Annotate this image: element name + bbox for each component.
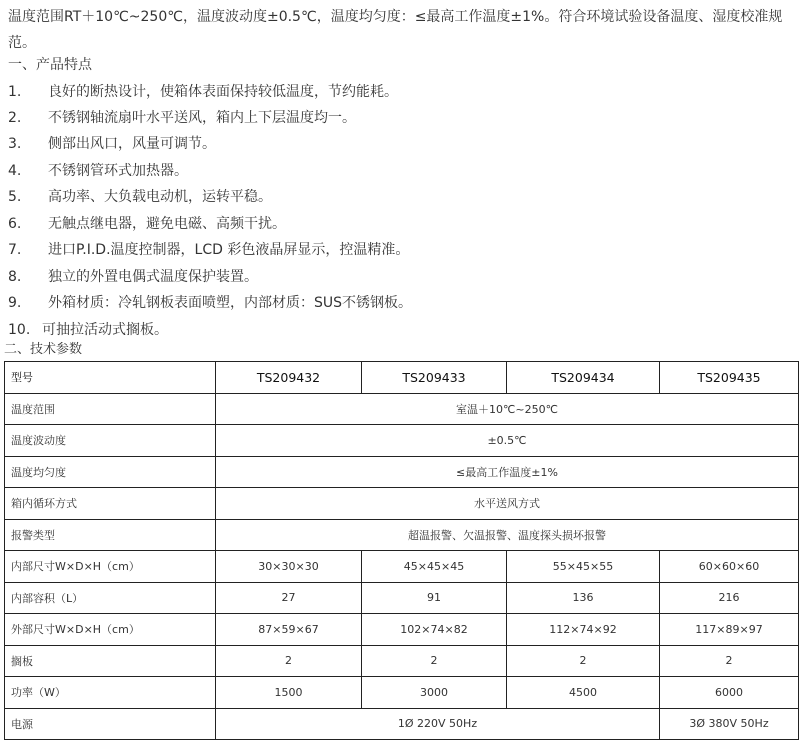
value-cell: 3Ø 380V 50Hz xyxy=(660,708,799,740)
feature-item xyxy=(8,105,356,131)
feature-item xyxy=(8,211,286,237)
feature-text: 不锈钢管环式加热器。 xyxy=(48,163,188,179)
feature-number: 10. xyxy=(8,322,31,338)
feature-item xyxy=(8,237,409,263)
table-row-fluctuation xyxy=(5,425,799,457)
section-title-features: 一、产品特点 xyxy=(8,57,92,73)
feature-text: 独立的外置电偶式温度保护装置。 xyxy=(48,269,258,285)
feature-text: 高功率、大负载电动机，运转平稳。 xyxy=(48,189,272,205)
feature-number: 6. xyxy=(8,216,22,232)
value-cell: 27 xyxy=(216,582,362,614)
table-row-outer-size xyxy=(5,614,799,646)
value-cell: 2 xyxy=(507,645,660,677)
table-row-volume xyxy=(5,582,799,614)
feature-item xyxy=(8,264,258,290)
feature-item xyxy=(8,131,216,157)
feature-number: 9. xyxy=(8,295,22,311)
section-title-specs: 二、技术参数 xyxy=(4,342,83,357)
table-row-circulation xyxy=(5,488,799,520)
model-cell: TS209433 xyxy=(362,362,507,394)
feature-text: 良好的断热设计，使箱体表面保持较低温度，节约能耗。 xyxy=(48,84,398,100)
feature-text: 无触点继电器，避免电磁、高频干扰。 xyxy=(48,216,286,232)
feature-text: 侧部出风口，风量可调节。 xyxy=(48,136,216,152)
row-label: 温度均匀度 xyxy=(5,456,216,488)
feature-number: 2. xyxy=(8,110,22,126)
value-cell: 1Ø 220V 50Hz xyxy=(216,708,660,740)
table-row-model xyxy=(5,362,799,394)
feature-text: 可抽拉活动式搁板。 xyxy=(42,322,168,338)
row-label: 电源 xyxy=(5,708,216,740)
value-cell: 60×60×60 xyxy=(660,551,799,583)
value-cell: 水平送风方式 xyxy=(216,488,799,520)
table-row-inner-size xyxy=(5,551,799,583)
value-cell: 1500 xyxy=(216,677,362,709)
model-cell: TS209435 xyxy=(660,362,799,394)
value-cell: 112×74×92 xyxy=(507,614,660,646)
feature-item xyxy=(8,79,398,105)
feature-item xyxy=(8,158,188,184)
value-cell: 6000 xyxy=(660,677,799,709)
value-cell: 91 xyxy=(362,582,507,614)
feature-number: 7. xyxy=(8,242,22,258)
value-cell: 30×30×30 xyxy=(216,551,362,583)
value-cell: 室温＋10℃~250℃ xyxy=(216,393,799,425)
value-cell: 55×45×55 xyxy=(507,551,660,583)
feature-text: 不锈钢轴流扇叶水平送风，箱内上下层温度均一。 xyxy=(48,110,356,126)
value-cell: 2 xyxy=(216,645,362,677)
value-cell: 87×59×67 xyxy=(216,614,362,646)
feature-number: 5. xyxy=(8,189,22,205)
feature-number: 8. xyxy=(8,269,22,285)
model-cell: TS209432 xyxy=(216,362,362,394)
table-row-alarm xyxy=(5,519,799,551)
row-label: 温度波动度 xyxy=(5,425,216,457)
value-cell: 102×74×82 xyxy=(362,614,507,646)
model-cell: TS209434 xyxy=(507,362,660,394)
row-label: 内部容积（L） xyxy=(5,582,216,614)
value-cell: 216 xyxy=(660,582,799,614)
table-row-temp-range xyxy=(5,393,799,425)
value-cell: 3000 xyxy=(362,677,507,709)
intro-paragraph: 温度范围RT＋10℃~250℃，温度波动度±0.5℃，温度均匀度：≤最高工作温度±1%。符合环境试验设备温度、湿度校准规范。 xyxy=(8,9,783,51)
row-label: 功率（W） xyxy=(5,677,216,709)
feature-item xyxy=(8,184,272,210)
table-row-power xyxy=(5,677,799,709)
value-cell: 136 xyxy=(507,582,660,614)
row-label: 搁板 xyxy=(5,645,216,677)
spec-table xyxy=(4,361,799,740)
row-label: 箱内循环方式 xyxy=(5,488,216,520)
table-row-supply xyxy=(5,708,799,740)
feature-text: 进口P.I.D.温度控制器，LCD 彩色液晶屏显示，控温精准。 xyxy=(48,242,410,258)
value-cell: 超温报警、欠温报警、温度探头损坏报警 xyxy=(216,519,799,551)
value-cell: ±0.5℃ xyxy=(216,425,799,457)
value-cell: 117×89×97 xyxy=(660,614,799,646)
feature-number: 1. xyxy=(8,84,22,100)
table-row-shelf xyxy=(5,645,799,677)
feature-number: 3. xyxy=(8,136,22,152)
value-cell: 2 xyxy=(362,645,507,677)
value-cell: 4500 xyxy=(507,677,660,709)
table-row-uniformity xyxy=(5,456,799,488)
row-label: 内部尺寸W×D×H（cm） xyxy=(5,551,216,583)
feature-text: 外箱材质：冷轧钢板表面喷塑，内部材质：SUS不锈钢板。 xyxy=(48,295,413,311)
row-label: 外部尺寸W×D×H（cm） xyxy=(5,614,216,646)
feature-item xyxy=(8,290,412,316)
value-cell: 45×45×45 xyxy=(362,551,507,583)
row-label: 型号 xyxy=(5,362,216,394)
feature-number: 4. xyxy=(8,163,22,179)
row-label: 温度范围 xyxy=(5,393,216,425)
row-label: 报警类型 xyxy=(5,519,216,551)
value-cell: 2 xyxy=(660,645,799,677)
value-cell: ≤最高工作温度±1% xyxy=(216,456,799,488)
